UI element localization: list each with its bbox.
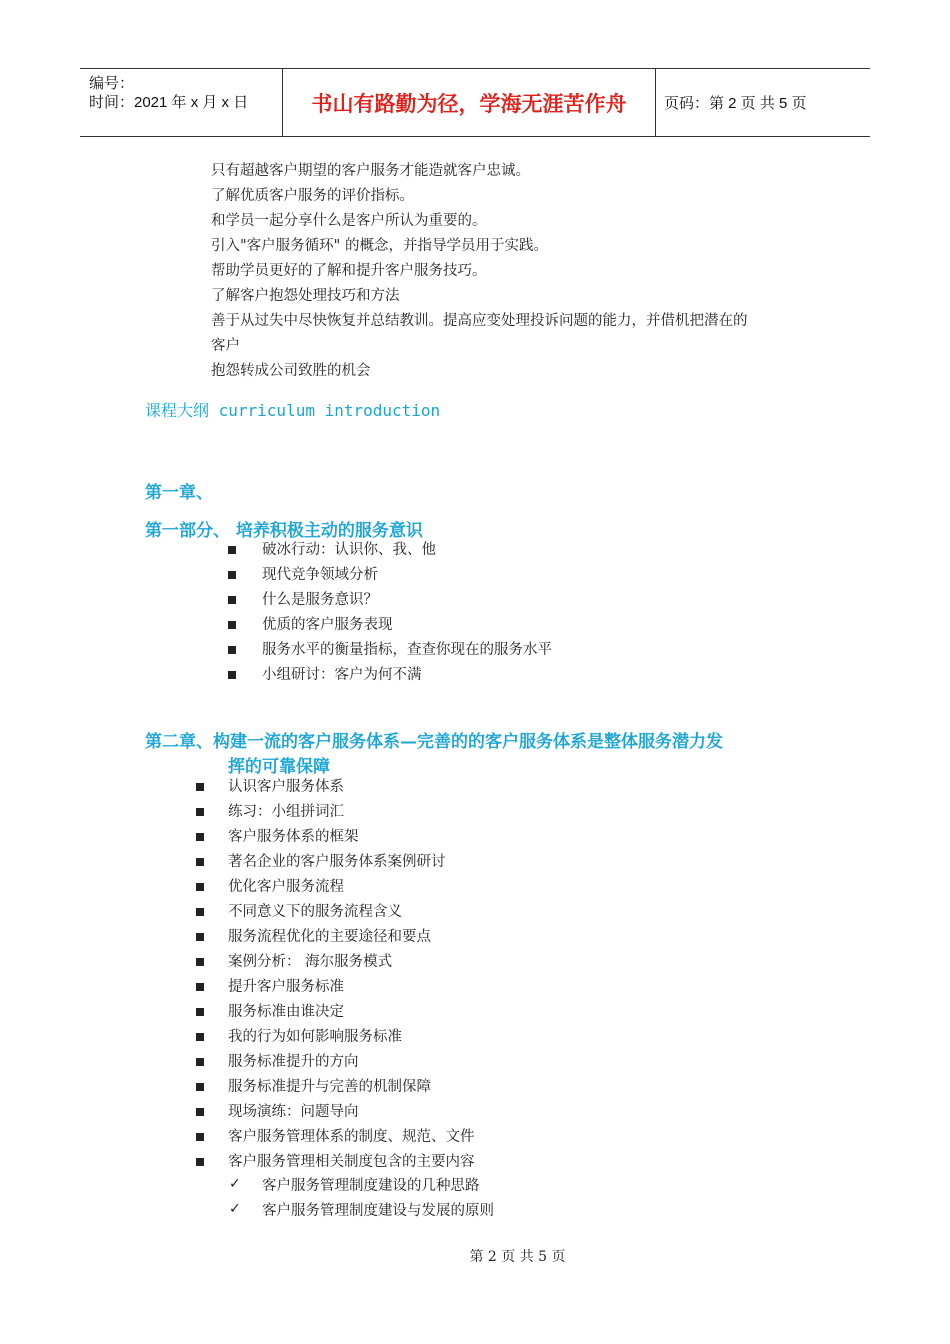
header-left-cell [80, 69, 282, 136]
bullet-icon [228, 571, 236, 579]
sub-list-item: 客户服务管理制度建设的几种思路 [262, 1178, 480, 1194]
bullet-icon [228, 596, 236, 604]
list-item: 优化客户服务流程 [228, 879, 344, 895]
header-right-cell [655, 69, 870, 136]
intro-line: 了解客户抱怨处理技巧和方法 [211, 288, 400, 304]
intro-line: 只有超越客户期望的客户服务才能造就客户忠诚。 [211, 163, 530, 179]
chapter2-title-line1: 第二章、构建一流的客户服务体系—完善的的客户服务体系是整体服务潜力发 [145, 732, 723, 752]
bullet-icon [196, 1058, 204, 1066]
checkmark-icon: ✓ [229, 1176, 241, 1192]
bullet-icon [228, 671, 236, 679]
intro-line: 帮助学员更好的了解和提升客户服务技巧。 [211, 263, 487, 279]
list-item: 我的行为如何影响服务标准 [228, 1029, 402, 1045]
list-item: 服务水平的衡量指标，查查你现在的服务水平 [262, 642, 552, 658]
bullet-icon [196, 1108, 204, 1116]
list-item: 优质的客户服务表现 [262, 617, 393, 633]
list-item: 破冰行动：认识你、我、他 [262, 542, 436, 558]
list-item: 提升客户服务标准 [228, 979, 344, 995]
list-item: 客户服务体系的框架 [228, 829, 359, 845]
bullet-icon [196, 1158, 204, 1166]
bullet-icon [196, 1033, 204, 1041]
bullet-icon [196, 783, 204, 791]
bullet-icon [196, 983, 204, 991]
bullet-icon [196, 883, 204, 891]
bullet-icon [196, 933, 204, 941]
intro-line: 抱怨转成公司致胜的机会 [211, 363, 371, 379]
intro-line: 了解优质客户服务的评价指标。 [211, 188, 414, 204]
list-item: 认识客户服务体系 [228, 779, 344, 795]
intro-line: 引入"客户服务循环" 的概念，并指导学员用于实践。 [211, 238, 548, 254]
time-label: 时间：2021 年 x 月 x 日 [89, 94, 249, 111]
outline-title: 课程大纲 curriculum introduction [145, 401, 441, 420]
list-item: 小组研讨：客户为何不满 [262, 667, 422, 683]
list-item: 不同意义下的服务流程含义 [228, 904, 402, 920]
bullet-icon [228, 621, 236, 629]
bullet-icon [196, 1008, 204, 1016]
list-item: 著名企业的客户服务体系案例研讨 [228, 854, 446, 870]
bullet-icon [196, 958, 204, 966]
list-item: 什么是服务意识？ [262, 592, 378, 608]
bullet-icon [196, 808, 204, 816]
bullet-icon [196, 858, 204, 866]
checkmark-icon: ✓ [229, 1201, 241, 1217]
intro-line: 善于从过失中尽快恢复并总结教训。提高应变处理投诉问题的能力，并借机把潜在的 [211, 313, 748, 329]
chapter1-part-title: 第一部分、 培养积极主动的服务意识 [145, 521, 423, 541]
bullet-icon [196, 1083, 204, 1091]
list-item: 客户服务管理相关制度包含的主要内容 [228, 1154, 475, 1170]
bullet-icon [228, 646, 236, 654]
page-label: 页码：第 2 页 共 5 页 [664, 95, 807, 112]
list-item: 服务标准提升的方向 [228, 1054, 359, 1070]
chapter2-title-line2: 挥的可靠保障 [228, 757, 330, 777]
intro-line: 和学员一起分享什么是客户所认为重要的。 [211, 213, 487, 229]
motto: 书山有路勤为径，学海无涯苦作舟 [282, 69, 656, 136]
chapter1-title: 第一章、 [145, 483, 213, 503]
document-header [80, 68, 870, 137]
list-item: 服务标准提升与完善的机制保障 [228, 1079, 431, 1095]
intro-line: 客户 [211, 338, 240, 354]
bullet-icon [196, 1133, 204, 1141]
page-footer: 第 2 页 共 5 页 [469, 1249, 566, 1265]
bullet-icon [196, 908, 204, 916]
bullet-icon [228, 546, 236, 554]
list-item: 服务标准由谁决定 [228, 1004, 344, 1020]
number-label: 编号： [89, 75, 135, 92]
bullet-icon [196, 833, 204, 841]
list-item: 案例分析： 海尔服务模式 [228, 954, 393, 970]
list-item: 现场演练：问题导向 [228, 1104, 359, 1120]
list-item: 练习：小组拼词汇 [228, 804, 344, 820]
list-item: 服务流程优化的主要途径和要点 [228, 929, 431, 945]
list-item: 客户服务管理体系的制度、规范、文件 [228, 1129, 475, 1145]
list-item: 现代竞争领域分析 [262, 567, 378, 583]
sub-list-item: 客户服务管理制度建设与发展的原则 [262, 1203, 494, 1219]
